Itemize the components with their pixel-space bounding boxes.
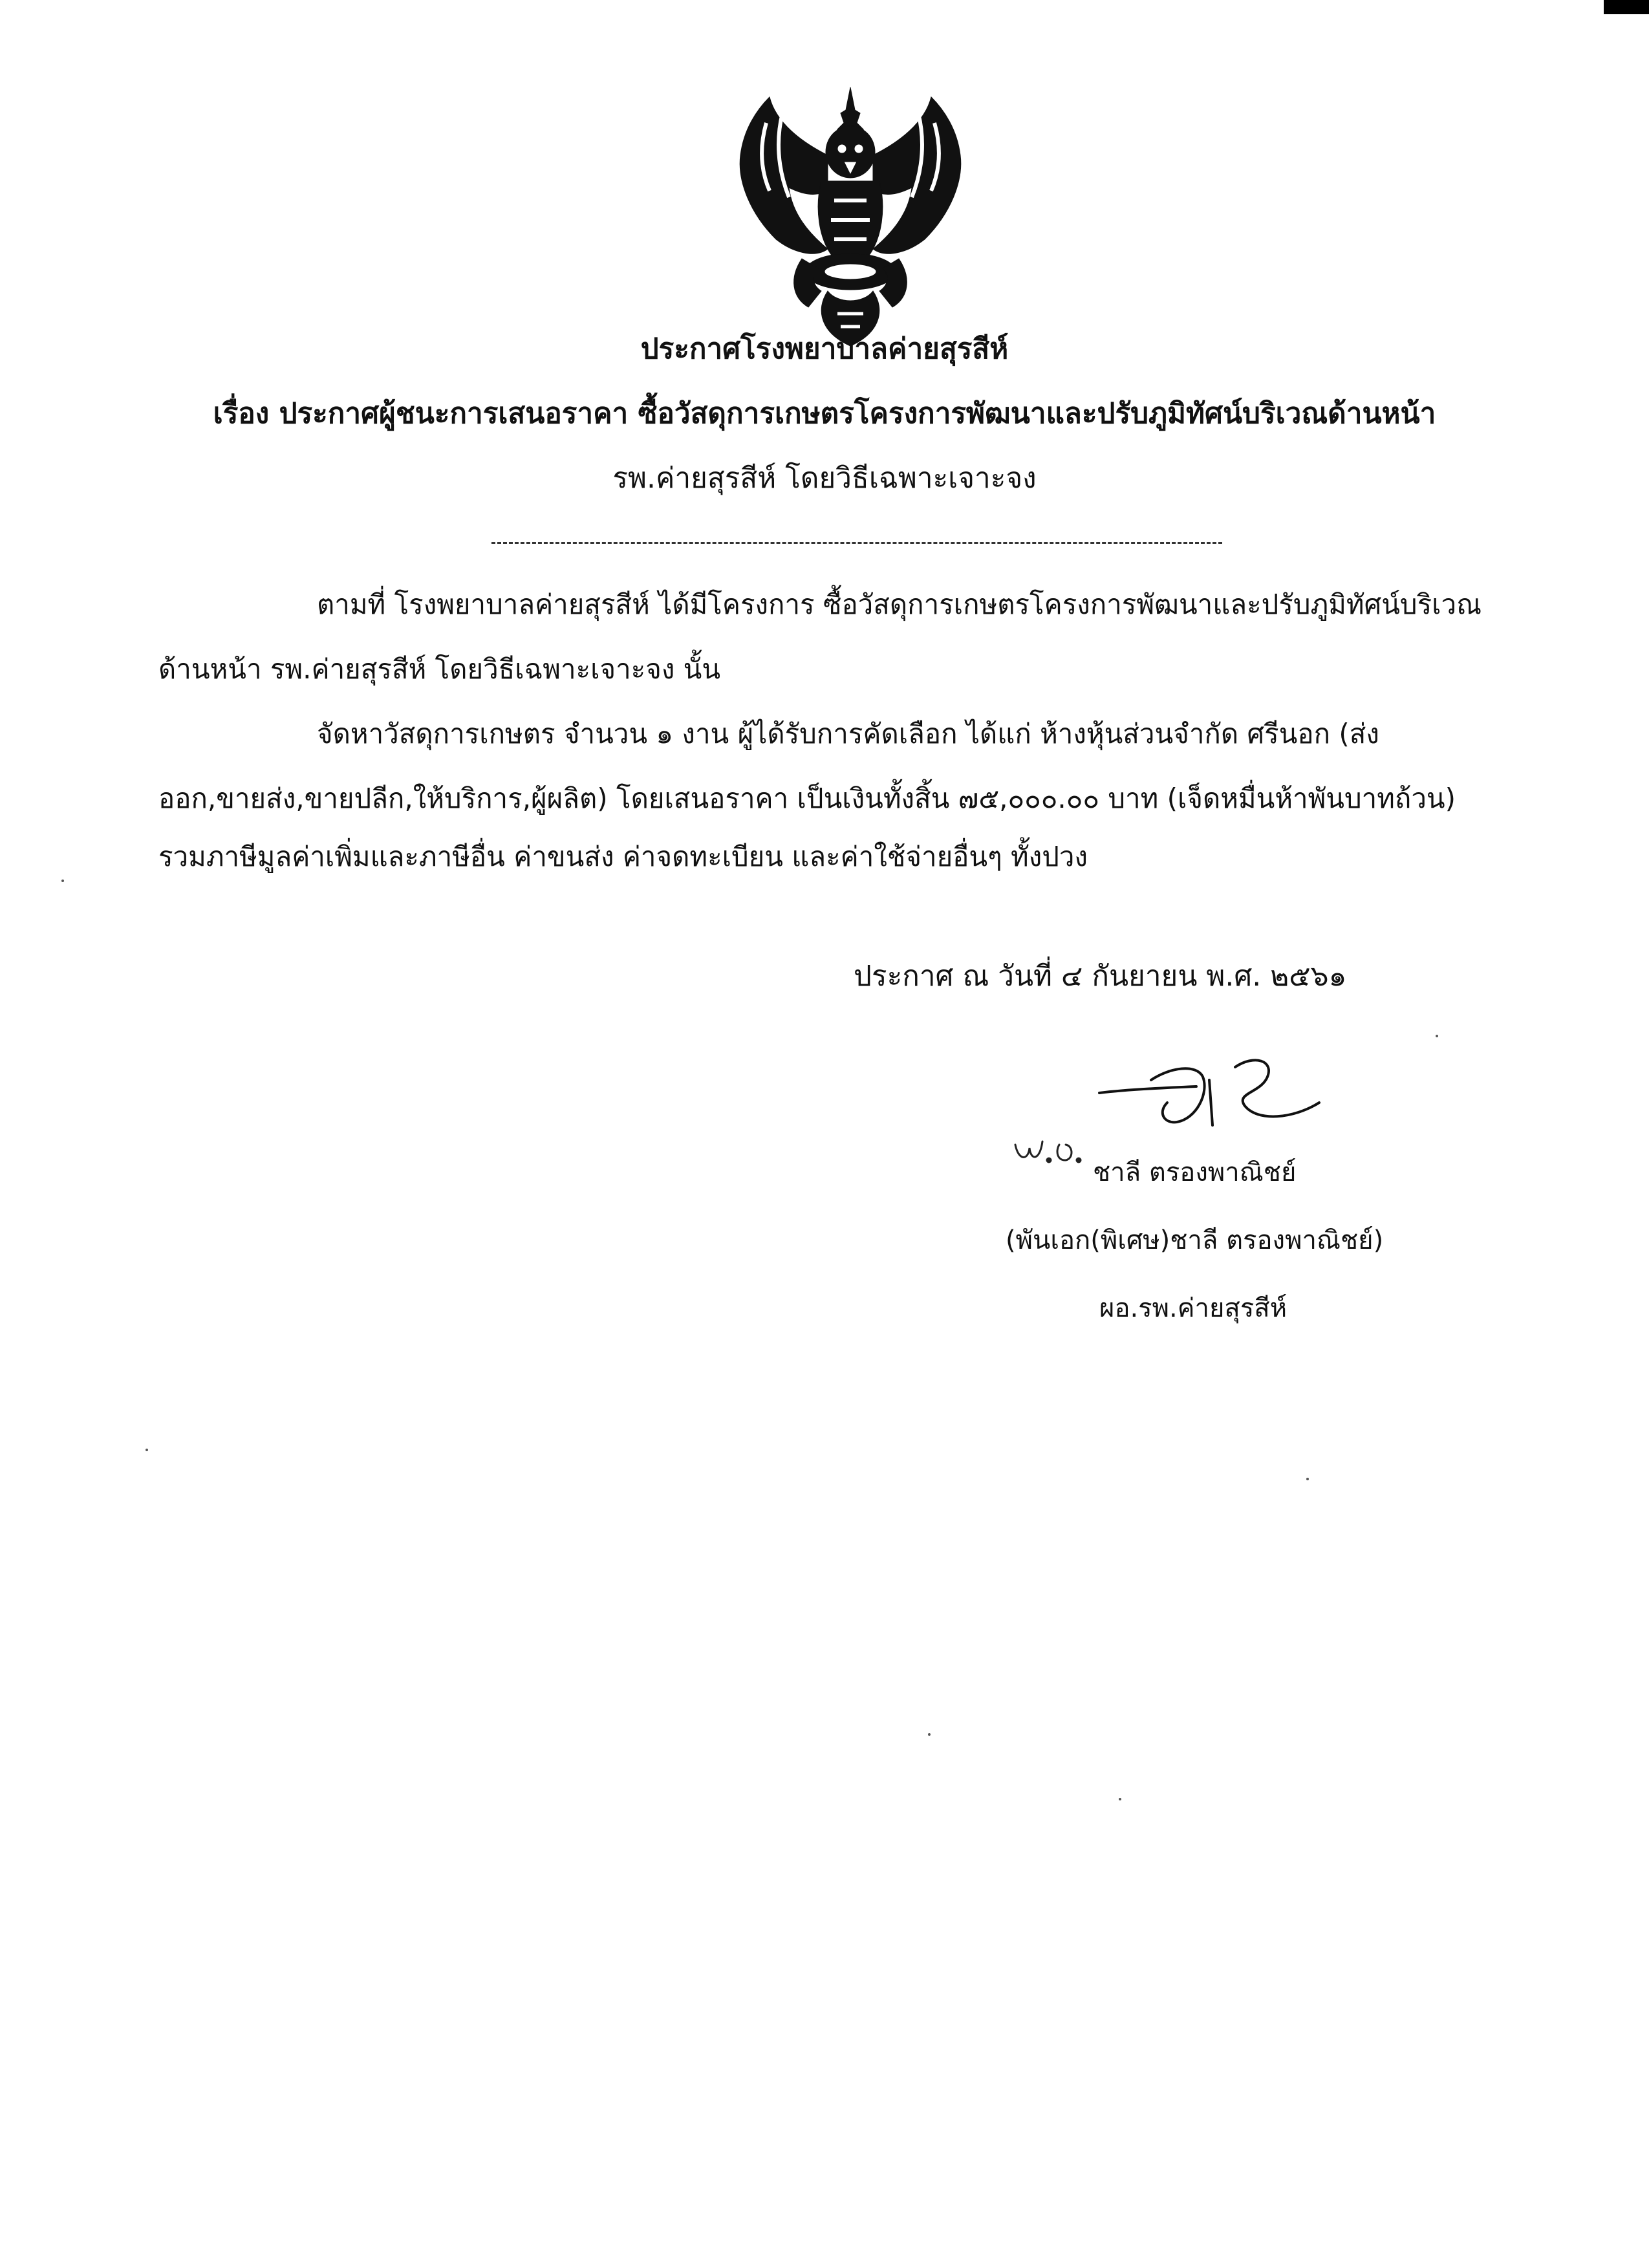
signer-position: ผอ.รพ.ค่ายสุรสีห์ xyxy=(1099,1293,1288,1323)
handwritten-signature xyxy=(1086,1041,1397,1138)
garuda-emblem-icon xyxy=(731,84,970,349)
paragraph-2-line-3: รวมภาษีมูลค่าเพิ่มและภาษีอื่น ค่าขนส่ง ค่าจดทะเบียน และค่าใช้จ่ายอื่นๆ ทั้งปวง xyxy=(158,841,1088,872)
scan-speck xyxy=(1119,1798,1121,1800)
paragraph-2-line-1: จัดหาวัสดุการเกษตร จำนวน ๑ งาน ผู้ได้รับการคัดเลือก ได้แก่ ห้างหุ้นส่วนจำกัด ศรีนอก (ส่ง xyxy=(317,718,1379,750)
scan-speck xyxy=(61,880,64,882)
signer-name: ชาลี ตรองพาณิชย์ xyxy=(1093,1158,1297,1187)
scan-speck xyxy=(1306,1478,1309,1480)
scan-speck xyxy=(1436,1035,1438,1037)
announcement-subject-continued: รพ.ค่ายสุรสีห์ โดยวิธีเฉพาะเจาะจง xyxy=(612,462,1037,495)
announcement-subject: เรื่อง ประกาศผู้ชนะการเสนอราคา ซื้อวัสดุการเกษตรโครงการพัฒนาและปรับภูมิทัศน์บริเวณด้านหน้า xyxy=(213,397,1436,430)
announcement-date: ประกาศ ณ วันที่ ๔ กันยายน พ.ศ. ๒๕๖๑ xyxy=(854,960,1347,993)
scan-speck xyxy=(146,1449,148,1451)
signer-full-name: (พันเอก(พิเศษ)ชาลี ตรองพาณิชย์) xyxy=(1006,1226,1384,1255)
paragraph-1-line-2: ด้านหน้า รพ.ค่ายสุรสีห์ โดยวิธีเฉพาะเจาะจง นั้น xyxy=(158,653,721,685)
scan-edge-mark xyxy=(1604,0,1649,14)
dashed-divider xyxy=(491,542,1222,544)
scan-speck xyxy=(928,1733,931,1736)
announcement-title: ประกาศโรงพยาบาลค่ายสุรสีห์ xyxy=(640,332,1009,365)
rank-abbreviation-handwritten xyxy=(1009,1132,1086,1171)
paragraph-1-line-1: ตามที่ โรงพยาบาลค่ายสุรสีห์ ได้มีโครงการ ซื้อวัสดุการเกษตรโครงการพัฒนาและปรับภูมิทัศน์บริเวณ xyxy=(317,589,1482,620)
paragraph-2-line-2: ออก,ขายส่ง,ขายปลีก,ให้บริการ,ผู้ผลิต) โดยเสนอราคา เป็นเงินทั้งสิ้น ๗๕,๐๐๐.๐๐ บาท (เจ็ดหมื่นห้าพันบาทถ้วน) xyxy=(158,783,1456,814)
